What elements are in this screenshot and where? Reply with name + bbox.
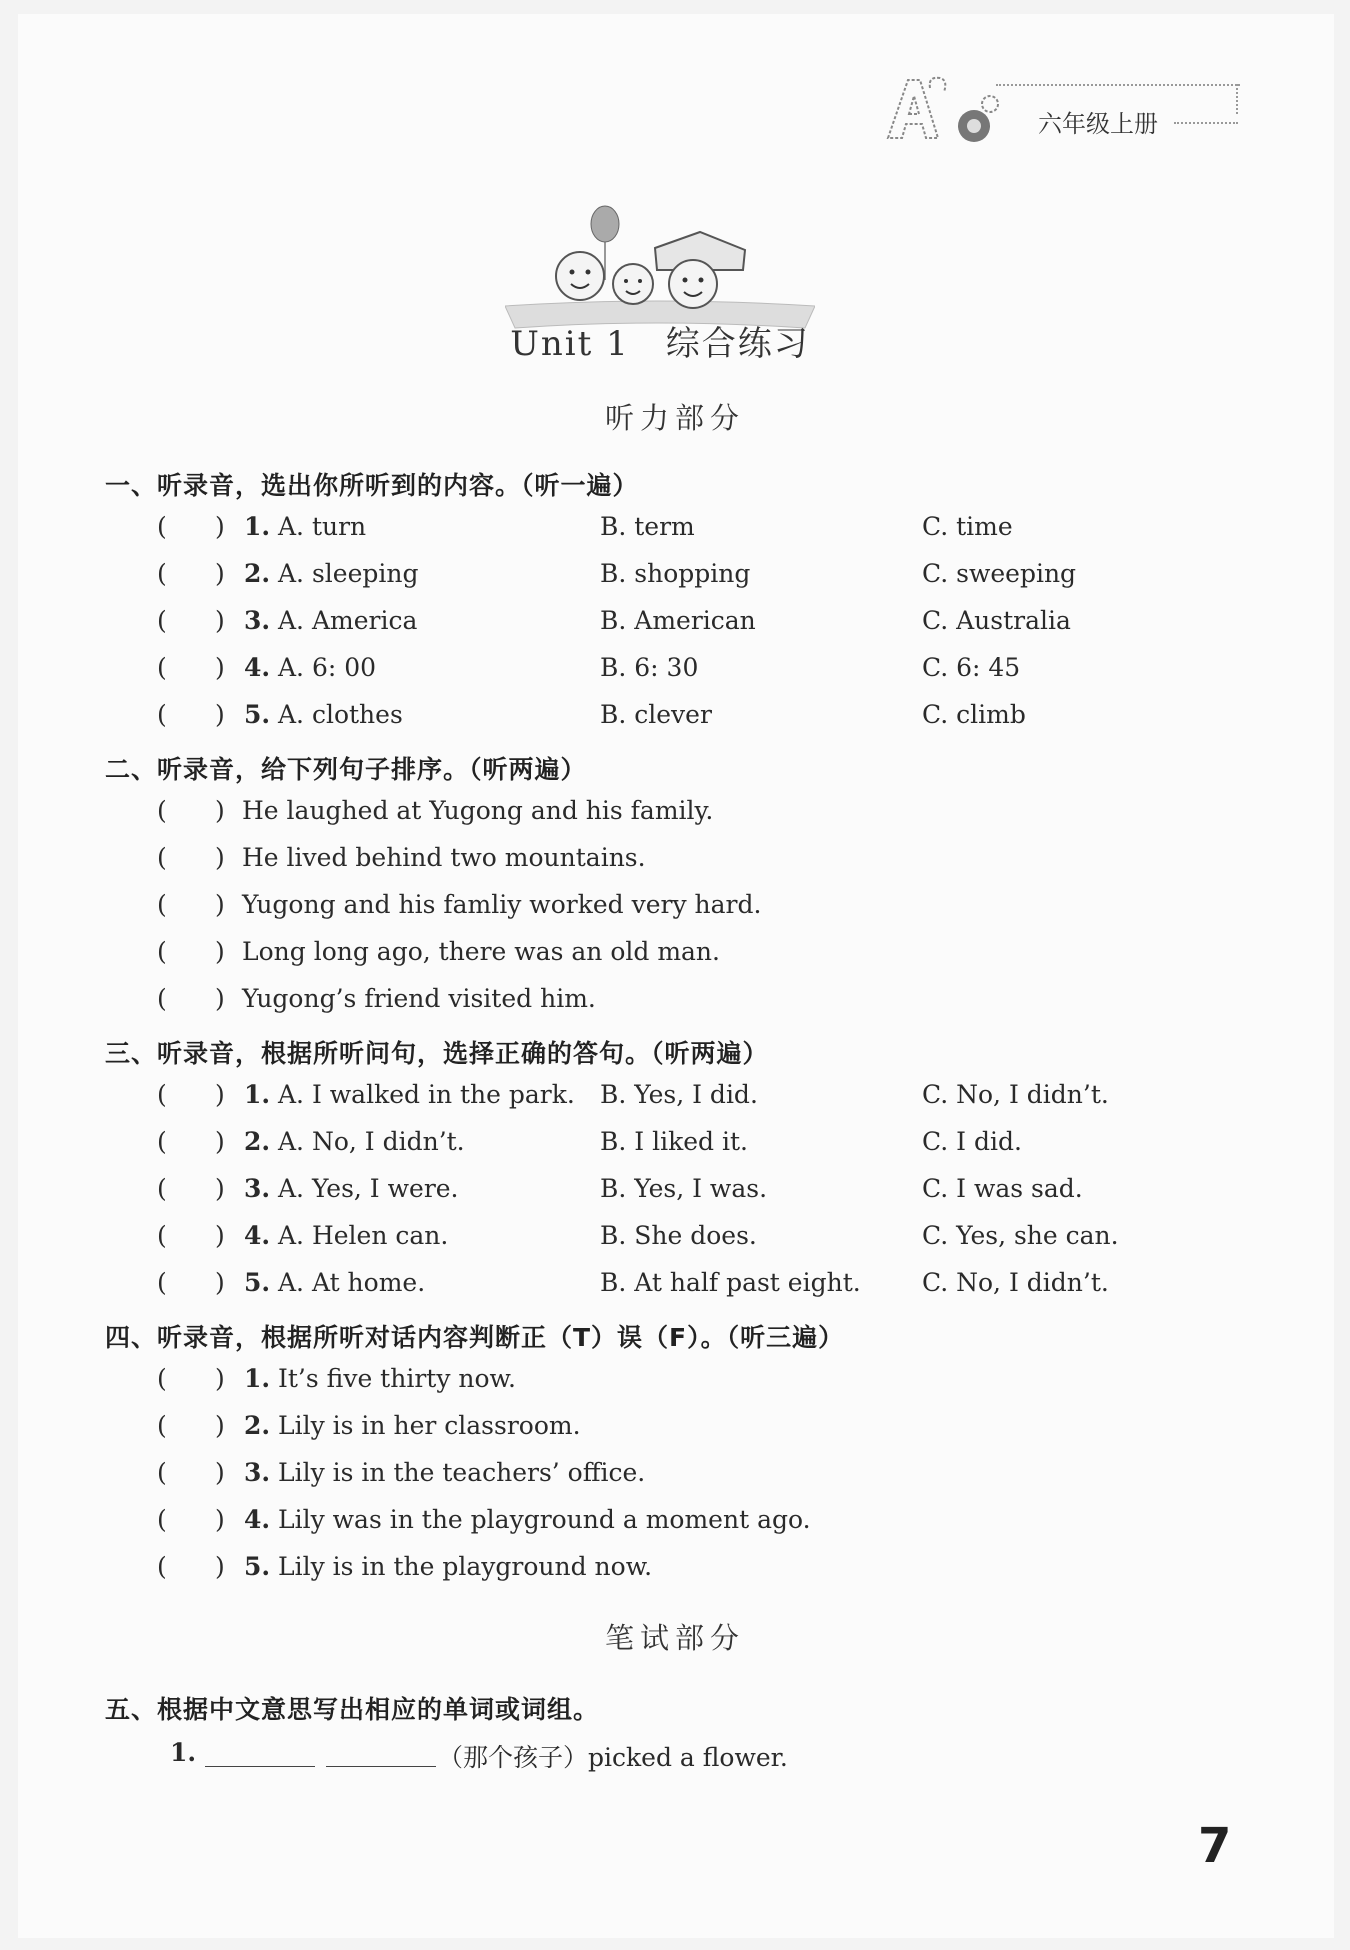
option-b: B. term bbox=[600, 512, 695, 541]
item-number: 1. bbox=[244, 1364, 271, 1393]
q2-item bbox=[0, 937, 1350, 973]
answer-paren-close: ) bbox=[215, 606, 225, 635]
sentence-text: He lived behind two mountains. bbox=[242, 843, 646, 872]
answer-paren-open: ( bbox=[157, 1268, 167, 1297]
q3-item bbox=[0, 1080, 1350, 1116]
q1-item bbox=[0, 512, 1350, 548]
option-a: A. clothes bbox=[278, 700, 403, 729]
item-number: 1. bbox=[170, 1738, 197, 1767]
option-b: B. I liked it. bbox=[600, 1127, 748, 1156]
q2-item bbox=[0, 984, 1350, 1020]
answer-paren-open: ( bbox=[157, 937, 167, 966]
option-a: A. Yes, I were. bbox=[278, 1174, 459, 1203]
q3-item bbox=[0, 1268, 1350, 1304]
answer-paren-open: ( bbox=[157, 700, 167, 729]
abc-logo-icon bbox=[878, 70, 1008, 145]
answer-paren-close: ) bbox=[215, 937, 225, 966]
statement-text: Lily is in her classroom. bbox=[278, 1411, 581, 1440]
q3-item bbox=[0, 1221, 1350, 1257]
answer-paren-close: ) bbox=[215, 1458, 225, 1487]
answer-paren-close: ) bbox=[215, 1221, 225, 1250]
item-number: 3. bbox=[244, 1174, 271, 1203]
answer-paren-close: ) bbox=[215, 1080, 225, 1109]
item-number: 1. bbox=[244, 1080, 271, 1109]
answer-paren-open: ( bbox=[157, 984, 167, 1013]
q1-item bbox=[0, 700, 1350, 736]
q5-item bbox=[0, 1738, 1350, 1774]
option-c: C. No, I didn’t. bbox=[922, 1080, 1109, 1109]
answer-paren-close: ) bbox=[215, 843, 225, 872]
answer-paren-open: ( bbox=[157, 606, 167, 635]
answer-paren-open: ( bbox=[157, 1080, 167, 1109]
option-b: B. American bbox=[600, 606, 756, 635]
option-b: B. 6: 30 bbox=[600, 653, 699, 682]
answer-paren-close: ) bbox=[215, 1505, 225, 1534]
sentence-text: Yugong and his famliy worked very hard. bbox=[242, 890, 762, 919]
option-b: B. She does. bbox=[600, 1221, 757, 1250]
answer-paren-open: ( bbox=[157, 1364, 167, 1393]
header-dotted-line bbox=[1174, 122, 1238, 124]
item-number: 4. bbox=[244, 1505, 271, 1534]
q2-item bbox=[0, 890, 1350, 926]
option-a: A. 6: 00 bbox=[278, 653, 377, 682]
item-number: 2. bbox=[244, 559, 271, 588]
option-b: B. Yes, I was. bbox=[600, 1174, 768, 1203]
answer-paren-open: ( bbox=[157, 1221, 167, 1250]
statement-text: Lily is in the playground now. bbox=[278, 1552, 653, 1581]
answer-paren-close: ) bbox=[215, 1127, 225, 1156]
question-5-title: 五、根据中文意思写出相应的单词或词组。 bbox=[105, 1695, 600, 1724]
question-4-title: 四、听录音，根据所听对话内容判断正（T）误（F）。（听三遍） bbox=[105, 1323, 845, 1352]
answer-paren-open: ( bbox=[157, 1127, 167, 1156]
header bbox=[878, 70, 1248, 150]
answer-paren-open: ( bbox=[157, 559, 167, 588]
option-a: A. America bbox=[278, 606, 418, 635]
answer-paren-close: ) bbox=[215, 1552, 225, 1581]
q4-item bbox=[0, 1552, 1350, 1588]
option-a: A. No, I didn’t. bbox=[278, 1127, 465, 1156]
item-number: 1. bbox=[244, 512, 271, 541]
answer-paren-close: ) bbox=[215, 512, 225, 541]
answer-blank[interactable] bbox=[326, 1766, 436, 1767]
answer-paren-close: ) bbox=[215, 559, 225, 588]
option-b: B. Yes, I did. bbox=[600, 1080, 758, 1109]
option-c: C. No, I didn’t. bbox=[922, 1268, 1109, 1297]
question-2-title: 二、听录音，给下列句子排序。（听两遍） bbox=[105, 755, 587, 784]
answer-paren-open: ( bbox=[157, 1505, 167, 1534]
q1-item bbox=[0, 559, 1350, 595]
option-b: B. clever bbox=[600, 700, 712, 729]
q3-item bbox=[0, 1174, 1350, 1210]
answer-paren-close: ) bbox=[215, 1364, 225, 1393]
sentence-text: He laughed at Yugong and his family. bbox=[242, 796, 714, 825]
writing-section-heading: 笔试部分 bbox=[604, 1621, 745, 1655]
answer-paren-close: ) bbox=[215, 890, 225, 919]
option-a: A. At home. bbox=[278, 1268, 426, 1297]
answer-paren-open: ( bbox=[157, 796, 167, 825]
option-c: C. sweeping bbox=[922, 559, 1077, 588]
option-a: A. turn bbox=[278, 512, 367, 541]
prompt-text: （那个孩子）picked a flower. bbox=[438, 1743, 788, 1772]
option-c: C. I was sad. bbox=[922, 1174, 1083, 1203]
page-number: 7 bbox=[1198, 1818, 1232, 1874]
item-number: 2. bbox=[244, 1127, 271, 1156]
answer-paren-open: ( bbox=[157, 1174, 167, 1203]
option-b: B. shopping bbox=[600, 559, 751, 588]
answer-paren-close: ) bbox=[215, 653, 225, 682]
item-number: 5. bbox=[244, 1268, 271, 1297]
q4-item bbox=[0, 1411, 1350, 1447]
statement-text: Lily was in the playground a moment ago. bbox=[278, 1505, 811, 1534]
answer-paren-close: ) bbox=[215, 796, 225, 825]
option-c: C. Yes, she can. bbox=[922, 1221, 1119, 1250]
item-number: 5. bbox=[244, 1552, 271, 1581]
statement-text: Lily is in the teachers’ office. bbox=[278, 1458, 646, 1487]
option-a: A. sleeping bbox=[278, 559, 419, 588]
answer-blank[interactable] bbox=[205, 1766, 315, 1767]
header-dotted-edge bbox=[1236, 84, 1238, 114]
item-number: 4. bbox=[244, 653, 271, 682]
answer-paren-close: ) bbox=[215, 1174, 225, 1203]
item-number: 2. bbox=[244, 1411, 271, 1440]
q4-item bbox=[0, 1505, 1350, 1541]
listening-section-heading: 听力部分 bbox=[604, 401, 745, 435]
answer-paren-open: ( bbox=[157, 843, 167, 872]
item-number: 3. bbox=[244, 606, 271, 635]
q2-item bbox=[0, 796, 1350, 832]
answer-paren-close: ) bbox=[215, 984, 225, 1013]
option-c: C. I did. bbox=[922, 1127, 1022, 1156]
q2-item bbox=[0, 843, 1350, 879]
answer-paren-open: ( bbox=[157, 1411, 167, 1440]
q1-item bbox=[0, 606, 1350, 642]
sentence-text: Yugong’s friend visited him. bbox=[242, 984, 596, 1013]
answer-paren-open: ( bbox=[157, 512, 167, 541]
unit-title: Unit 1 综合练习 bbox=[510, 324, 810, 364]
option-a: A. I walked in the park. bbox=[278, 1080, 575, 1109]
q4-item bbox=[0, 1364, 1350, 1400]
answer-paren-close: ) bbox=[215, 1268, 225, 1297]
option-c: C. climb bbox=[922, 700, 1026, 729]
header-dotted-line bbox=[996, 84, 1240, 86]
answer-paren-open: ( bbox=[157, 890, 167, 919]
question-3-title: 三、听录音，根据所听问句，选择正确的答句。（听两遍） bbox=[105, 1039, 769, 1068]
sentence-text: Long long ago, there was an old man. bbox=[242, 937, 720, 966]
option-c: C. time bbox=[922, 512, 1013, 541]
q1-item bbox=[0, 653, 1350, 689]
option-a: A. Helen can. bbox=[278, 1221, 449, 1250]
statement-text: It’s five thirty now. bbox=[278, 1364, 516, 1393]
answer-paren-open: ( bbox=[157, 1552, 167, 1581]
grade-label: 六年级上册 bbox=[1038, 110, 1158, 138]
option-b: B. At half past eight. bbox=[600, 1268, 861, 1297]
answer-paren-open: ( bbox=[157, 653, 167, 682]
item-number: 4. bbox=[244, 1221, 271, 1250]
q3-item bbox=[0, 1127, 1350, 1163]
item-number: 3. bbox=[244, 1458, 271, 1487]
q4-item bbox=[0, 1458, 1350, 1494]
answer-paren-open: ( bbox=[157, 1458, 167, 1487]
answer-paren-close: ) bbox=[215, 1411, 225, 1440]
item-number: 5. bbox=[244, 700, 271, 729]
option-c: C. Australia bbox=[922, 606, 1071, 635]
option-c: C. 6: 45 bbox=[922, 653, 1021, 682]
question-1-title: 一、听录音，选出你所听到的内容。（听一遍） bbox=[105, 471, 639, 500]
answer-paren-close: ) bbox=[215, 700, 225, 729]
